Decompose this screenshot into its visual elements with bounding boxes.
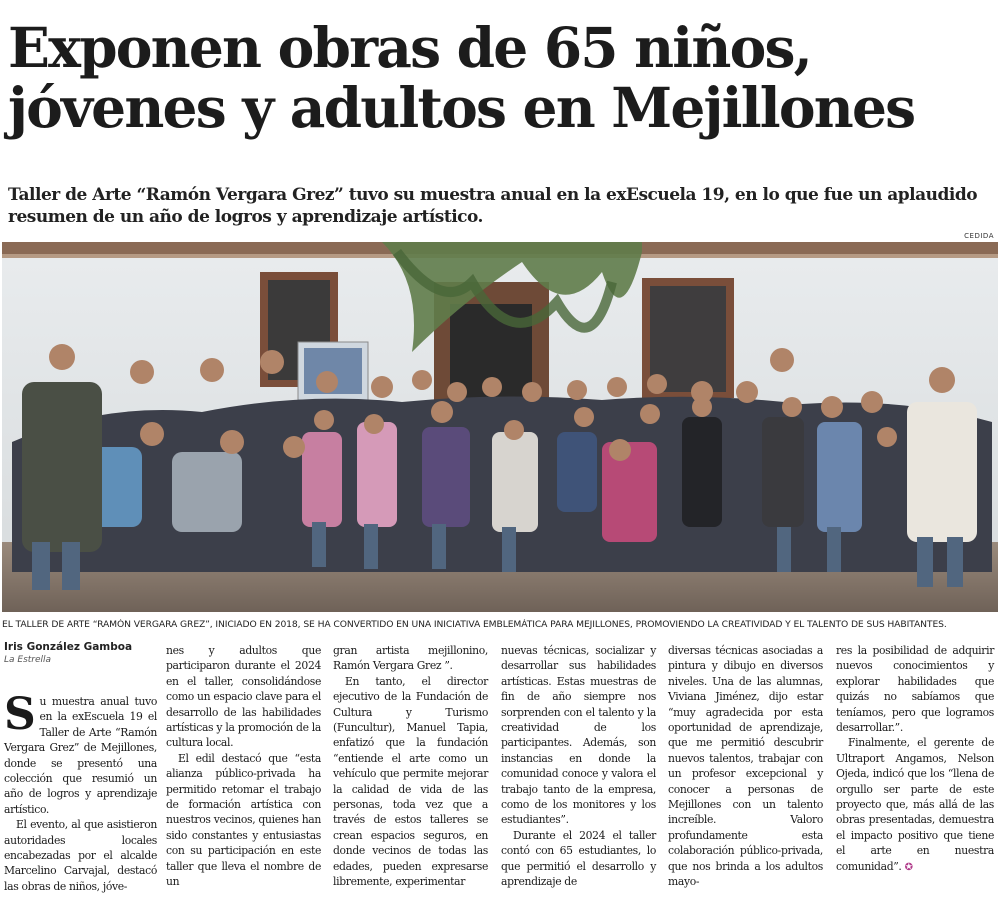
paragraph: gran artista mejillonino, Ramón Vergara Grez ”. <box>333 644 488 673</box>
paragraph: res la posibilidad de adquirir nuevos conocimientos y explorar habilidades que quizás no sabíamos que teníamos, pero que logramos desarrollar.”. <box>836 644 994 735</box>
article-column-4 <box>501 643 656 890</box>
paragraph: Durante el 2024 el taller contó con 65 estudiantes, lo que permitió el desarrollo y aprendizaje de <box>501 828 656 889</box>
paragraph-text: Finalmente, el gerente de Ultraport Angamos, Nelson Ojeda, indicó que los “llena de orgullo ser parte de este proyecto que, más allá de las obras presentadas, demuestra el impacto positivo que tiene el arte en nuestra comunidad”. <box>836 736 994 873</box>
drop-cap: S <box>4 689 36 740</box>
subheadline: Taller de Arte “Ramón Vergara Grez” tuvo su muestra anual en la exEscuela 19, en lo que fue un aplaudido resumen de un año de logros y aprendizaje artístico. <box>8 185 978 227</box>
headline-line-1: Exponen obras de 65 niños, <box>8 15 811 80</box>
byline-author: Iris González Gamboa <box>4 641 133 653</box>
byline-publication: La Estrella <box>4 655 52 665</box>
group-photo-illustration <box>2 242 998 612</box>
article-column-1 <box>4 689 157 894</box>
paragraph: nes y adultos que participaron durante el 2024 en el taller, consolidándose como un espacio clave para el desarrollo de las habilidades artísticas y la promoción de la cultura local. <box>166 644 321 750</box>
paragraph: diversas técnicas asociadas a pintura y dibujo en diversos niveles. Una de las alumnas, Viviana Jiménez, dijo estar “muy agradecida por esta oportunidad de aprendizaje, que me permitió descubrir nuevos talentos, trabajar con un profesor excepcional y conocer a personas de Mejillones con un talento increíble. Valoro profundamente esta colaboración público-privada, que nos brinda a los adultos mayo- <box>668 644 823 889</box>
paragraph: El edil destacó que “esta alianza público-privada ha permitido retomar el trabajo de formación artística con nuestros vecinos, quienes han sido constantes y entusiastas con su participación en este taller que lleva el nombre de un <box>166 751 321 889</box>
end-mark-icon: ✪ <box>904 861 913 873</box>
paragraph: En tanto, el director ejecutivo de la Fundación de Cultura y Turismo (Funcultur), Manuel Tapia, enfatizó que la fundación “entiende el arte como un vehículo que permite mejorar la calidad de vida de las personas, toda vez que a través de estos talleres se crean espacios seguros, en donde vecinos de todas las edades, pueden expresarse libremente, experimentar <box>333 674 488 889</box>
article-column-6 <box>836 643 994 875</box>
headline-line-2: jóvenes y adultos en Mejillones <box>8 75 915 140</box>
photo-credit: CEDIDA <box>964 232 994 240</box>
group-photo <box>2 242 998 612</box>
paragraph-text: u muestra anual tuvo en la exEscuela 19 el Taller de Arte “Ramón Vergara Grez” de Mejillones, donde se presentó una colección que resumió un año de logros y aprendizaje artístico. <box>4 695 157 816</box>
paragraph <box>4 689 157 817</box>
paragraph: El evento, al que asistieron autoridades locales encabezadas por el alcalde Marcelino Carvajal, destacó las obras de niños, jóve- <box>4 818 157 893</box>
article-column-5 <box>668 643 823 890</box>
article-column-3 <box>333 643 488 890</box>
paragraph: nuevas técnicas, socializar y desarrollar sus habilidades artísticas. Estas muestras de fin de año siempre nos sorprenden con el talento y la creatividad de los participantes. Además, son instancias en donde la comunidad conoce y valora el trabajo tanto de la empresa, como de los monitores y los estudiantes”. <box>501 644 656 827</box>
article-column-2 <box>166 643 321 890</box>
photo-caption: EL TALLER DE ARTE “RAMÓN VERGARA GREZ”, INICIADO EN 2018, SE HA CONVERTIDO EN UNA INICIATIVA EMBLEMÁTICA PARA MEJILLONES, PROMOVIENDO LA CREATIVIDAD Y EL TALENTO DE SUS HABITANTES. <box>2 619 947 630</box>
headline <box>8 15 998 140</box>
paragraph <box>836 735 994 875</box>
